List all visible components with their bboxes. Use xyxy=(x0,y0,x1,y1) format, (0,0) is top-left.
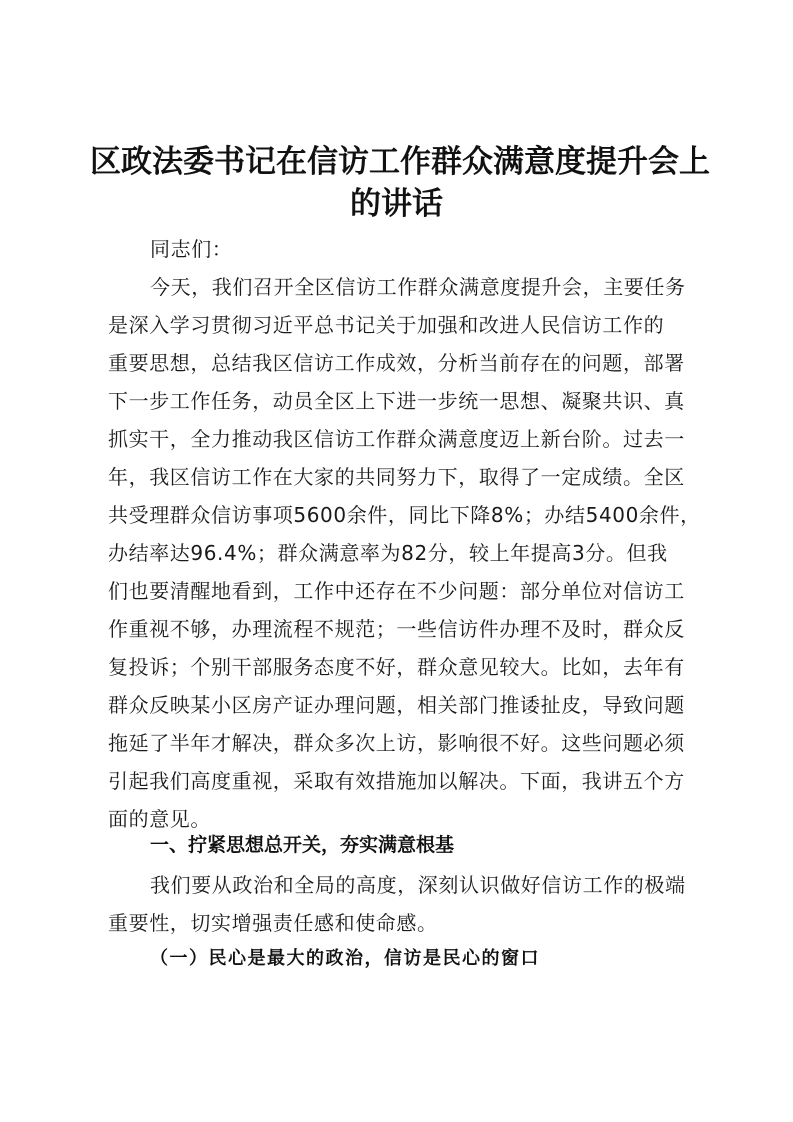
subsection-1-heading: （一）民心是最大的政治，信访是民心的窗口 xyxy=(150,948,540,969)
intro-line: 引起我们高度重视，采取有效措施加以解决。下面，我讲五个方 xyxy=(108,769,685,793)
intro-line: 群众反映某小区房产证办理问题，相关部门推诿扯皮，导致问题 xyxy=(108,693,685,717)
document-title-line-1: 区政法委书记在信访工作群众满意度提升会上 xyxy=(90,144,710,180)
intro-line: 下一步工作任务，动员全区上下进一步统一思想、凝聚共识、真 xyxy=(108,389,685,413)
intro-line: 面的意见。 xyxy=(108,807,211,831)
intro-line: 今天，我们召开全区信访工作群众满意度提升会，主要任务 xyxy=(150,275,686,299)
intro-line: 重要思想，总结我区信访工作成效，分析当前存在的问题，部署 xyxy=(108,351,685,375)
intro-line: 复投诉；个别干部服务态度不好，群众意见较大。比如，去年有 xyxy=(108,655,685,679)
intro-line: 们也要清醒地看到，工作中还存在不少问题：部分单位对信访工 xyxy=(108,579,685,603)
intro-line: 是深入学习贯彻习近平总书记关于加强和改进人民信访工作的 xyxy=(108,313,665,337)
intro-line: 办结率达96.4%；群众满意率为82分，较上年提高3分。但我 xyxy=(108,541,668,565)
salutation: 同志们： xyxy=(150,237,233,261)
intro-line: 抓实干，全力推动我区信访工作群众满意度迈上新台阶。过去一 xyxy=(108,427,685,451)
document-title-line-2: 的讲话 xyxy=(350,186,443,222)
section-1-heading: 一、拧紧思想总开关，夯实满意根基 xyxy=(150,834,455,856)
intro-line: 作重视不够，办理流程不规范；一些信访件办理不及时，群众反 xyxy=(108,617,685,641)
intro-line: 拖延了半年才解决，群众多次上访，影响很不好。这些问题必须 xyxy=(108,731,685,755)
intro-line: 共受理群众信访事项5600余件，同比下降8%；办结5400余件， xyxy=(108,503,701,527)
section-1-line: 重要性，切实增强责任感和使命感。 xyxy=(108,911,438,935)
intro-line: 年，我区信访工作在大家的共同努力下，取得了一定成绩。全区 xyxy=(108,465,685,489)
section-1-line: 我们要从政治和全局的高度，深刻认识做好信访工作的极端 xyxy=(150,873,686,897)
